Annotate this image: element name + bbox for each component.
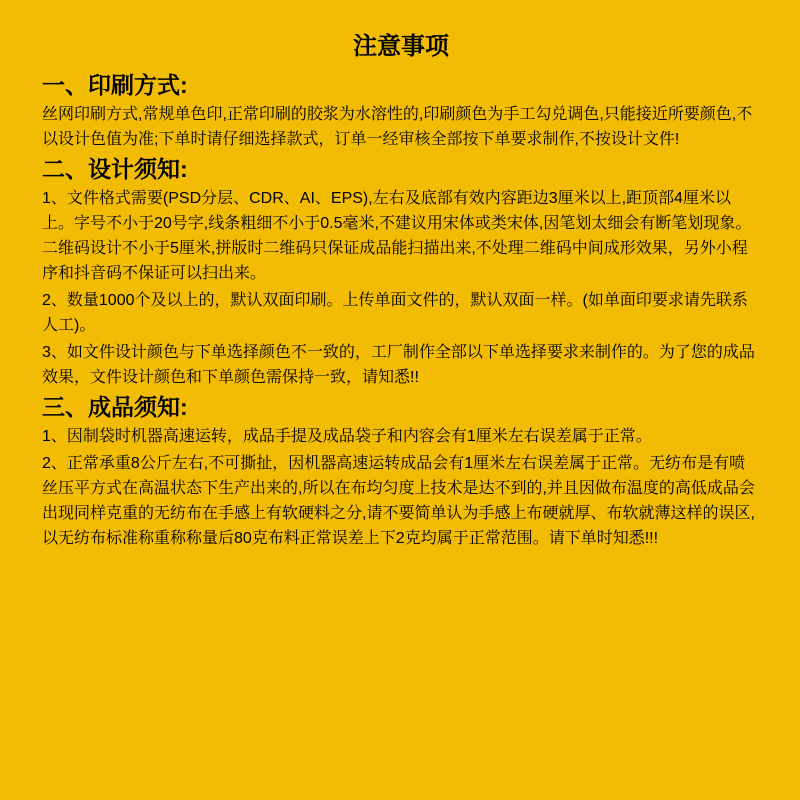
- section-finished-product-notes-heading: 三、成品须知:: [42, 394, 188, 420]
- section-design-notes-heading: 二、设计须知:: [42, 156, 188, 182]
- finished-product-note-item-2: 2、正常承重8公斤左右,不可撕扯，因机器高速运转成品会有1厘米左右误差属于正常。无纺布是有喷丝压平方式在高温状态下生产出来的,所以在布均匀度上技术是达不到的,并且因做布温度的高低成品会出现同样克重的无纺布在手感上有软硬料之分,请不要简单认为手感上布硬就厚、布软就薄这样的误区,以无纺布标准称重称称量后80克布料正常误差上下2克均属于正常范围。请下单时知悉!!!: [42, 455, 755, 547]
- section-design-notes: [42, 154, 760, 390]
- design-note-item-1: 1、文件格式需要(PSD分层、CDR、AI、EPS),左右及底部有效内容距边3厘米以上,距顶部4厘米以上。字号不小于20号字,线条粗细不小于0.5毫米,不建议用宋体或类宋体,因笔划太细会有断笔划现象。二维码设计不小于5厘米,拼版时二维码只保证成品能扫描出来,不处理二维码中间成形效果，另外小程序和抖音码不保证可以扫出来。: [42, 190, 752, 282]
- section-finished-product-notes: [42, 392, 760, 551]
- section-printing-method-paragraph: 丝网印刷方式,常规单色印,正常印刷的胶浆为水溶性的,印刷颜色为手工勾兑调色,只能接近所要颜色,不以设计色值为准;下单时请仔细选择款式，订单一经审核全部按下单要求制作,不按设计文件!: [42, 106, 753, 148]
- section-printing-method: [42, 70, 760, 152]
- finished-product-note-item-1: 1、因制袋时机器高速运转，成品手提及成品袋子和内容会有1厘米左右误差属于正常。: [42, 428, 652, 445]
- design-note-item-3: 3、如文件设计颜色与下单选择颜色不一致的，工厂制作全部以下单选择要求来制作的。为了您的成品效果，文件设计颜色和下单颜色需保持一致，请知悉!!: [42, 344, 755, 386]
- section-printing-method-heading: 一、印刷方式:: [42, 72, 188, 98]
- design-note-item-2: 2、数量1000个及以上的，默认双面印刷。上传单面文件的，默认双面一样。(如单面印要求请先联系人工)。: [42, 292, 748, 334]
- page-title: 注意事项: [353, 33, 449, 60]
